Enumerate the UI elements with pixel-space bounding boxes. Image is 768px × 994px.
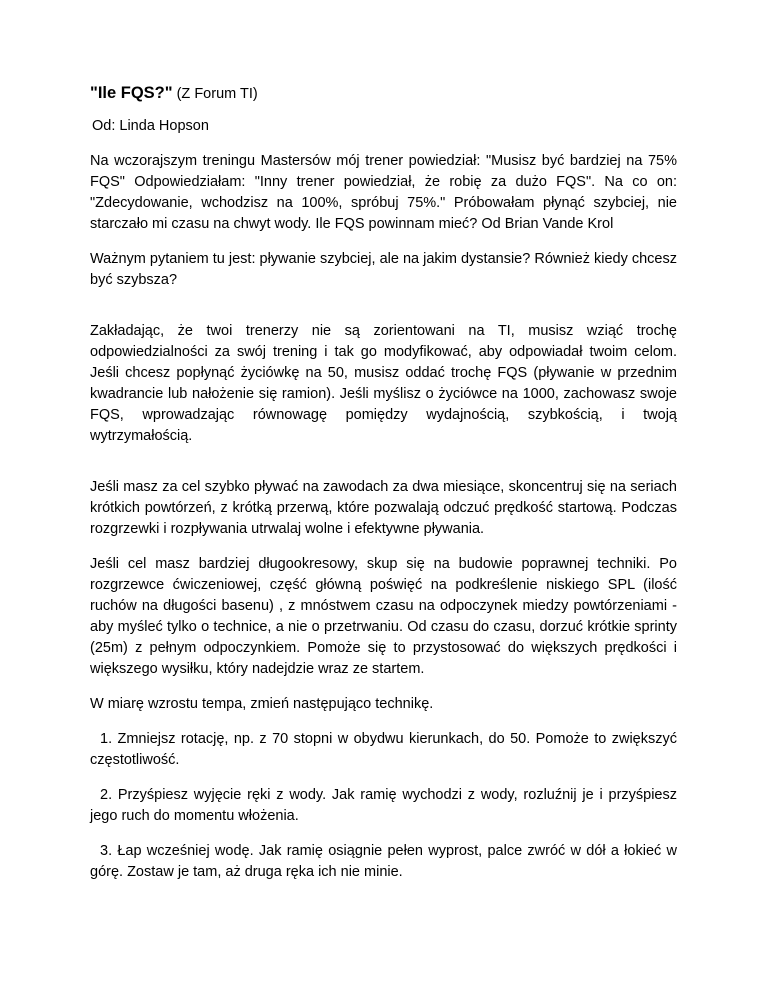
list-item-text: Łap wcześniej wodę. Jak ramię osiągnie pełen wyprost, palce zwróć w dół a łokieć w górę. Zostaw je tam, aż druga ręka ich nie minie. (90, 843, 677, 880)
paragraph-long-term: Jeśli cel masz bardziej długookresowy, skup się na budowie poprawnej techniki. Po rozgrzewce ćwiczeniowej, część główną poświęć na podkreślenie niskiego SPL (ilość ruchów na długości basenu) , z mnóstwem czasu na odpoczynek miedzy powtórzeniami - aby myśleć tylko o technice, a nie o przetrwaniu. Od czasu do czasu, dorzuć krótkie sprinty (25m) z pełnym odpoczynkiem. Pomoże się to przystosować do większych prędkości i większego wysiłku, który nadejdzie wraz ze startem. (90, 556, 677, 677)
list-item (90, 729, 677, 771)
list-item (90, 785, 677, 827)
list-item (90, 841, 677, 883)
list-item-number: 1. (100, 731, 113, 747)
list-item-text: Zmniejsz rotację, np. z 70 stopni w obydwu kierunkach, do 50. Pomoże to zwiększyć częstotliwość. (90, 731, 677, 768)
document-page (90, 82, 677, 897)
title-source: (Z Forum TI) (172, 86, 258, 102)
paragraph-responsibility: Zakładając, że twoi trenerzy nie są zorientowani na TI, musisz wziąć trochę odpowiedzialności za swój trening i tak go modyfikować, aby odpowiadał twoim celom. Jeśli chcesz popłynąć życiówkę na 50, musisz oddać trochę FQS (pływanie w przednim kwadrancie lub nałożenie się ramion). Jeśli myślisz o życiówce na 1000, zachowasz swoje FQS, wprowadzając równowagę pomiędzy wydajnością, szybkością, i twoją wytrzymałością. (90, 323, 677, 444)
author-line: Od: Linda Hopson (92, 118, 209, 134)
list-item-text: Przyśpiesz wyjęcie ręki z wody. Jak ramię wychodzi z wody, rozluźnij je i przyśpiesz jego ruch do momentu włożenia. (90, 787, 677, 824)
paragraph-question: Na wczorajszym treningu Mastersów mój trener powiedział: "Musisz być bardziej na 75% FQS" Odpowiedziałam: "Inny trener powiedział, że robię za dużo FQS". Na co on: "Zdecydowanie, wchodzisz na 100%, spróbuj 75%." Próbowałam płynąć szybciej, nie starczało mi czasu na chwyt wody. Ile FQS powinnam mieć? Od Brian Vande Krol (90, 153, 677, 232)
list-item-number: 2. (100, 787, 113, 803)
paragraph-distance: Ważnym pytaniem tu jest: pływanie szybciej, ale na jakim dystansie? Również kiedy chcesz być szybsza? (90, 251, 677, 288)
list-item-number: 3. (100, 843, 113, 859)
paragraph-tempo: W miarę wzrostu tempa, zmień następująco technikę. (90, 696, 434, 712)
paragraph-competition: Jeśli masz za cel szybko pływać na zawodach za dwa miesiące, skoncentruj się na seriach krótkich powtórzeń, z krótką przerwą, które pozwalają odczuć prędkość startową. Podczas rozgrzewki i rozpływania utrwalaj wolne i efektywne pływania. (90, 479, 677, 537)
document-title (90, 82, 677, 105)
title-main: "Ile FQS?" (90, 84, 173, 102)
